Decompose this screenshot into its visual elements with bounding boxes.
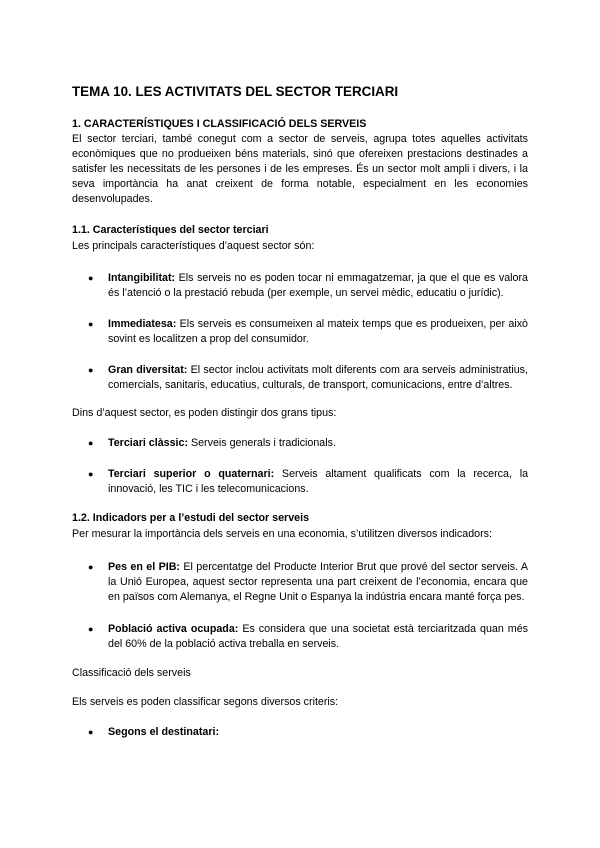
list-item-term: Població activa ocupada: xyxy=(108,623,239,635)
bullet-icon: ● xyxy=(88,469,94,479)
list-item xyxy=(72,436,528,451)
section-1-1-intro: Les principals característiques d’aquest sector són: xyxy=(72,240,315,252)
list-item xyxy=(72,725,528,740)
section-1-2-intro: Per mesurar la importància dels serveis en una economia, s’utilitzen diversos indicadors: xyxy=(72,528,492,540)
list-item-term: Immediatesa: xyxy=(108,318,177,330)
classification-intro: Els serveis es poden classificar segons diversos criteris: xyxy=(72,696,339,708)
list-item xyxy=(72,271,528,301)
bullet-icon: ● xyxy=(88,562,94,572)
section-1-paragraph: El sector terciari, també conegut com a sector de serveis, agrupa totes aquelles activitats econòmiques que no produeixen béns materials, sinó que ofereixen prestacions destinades a satisfer les necessitats de les persones i de les empreses. És un sector molt ampli i divers, i la seva importància ha anat creixent de forma notable, especialment en les economies desenvolupades. xyxy=(72,133,528,205)
characteristics-list xyxy=(72,271,528,393)
list-item-term: Intangibilitat: xyxy=(108,272,176,284)
section-1-heading: 1. CARACTERÍSTIQUES I CLASSIFICACIÓ DELS SERVEIS xyxy=(72,118,367,130)
bullet-icon: ● xyxy=(88,727,94,737)
list-item-text: Serveis altament qualificats com la recerca, la innovació, les TIC i les telecomunicacions. xyxy=(108,468,529,495)
list-item-text: Es considera que una societat està terciaritzada quan més del 60% de la població activa treballa en serveis. xyxy=(108,623,528,650)
bullet-icon: ● xyxy=(88,365,94,375)
types-intro: Dins d’aquest sector, es poden distingir dos grans tipus: xyxy=(72,407,337,419)
list-item-text: Serveis generals i tradicionals. xyxy=(188,437,336,449)
list-item-term: Gran diversitat: xyxy=(108,364,188,376)
list-item xyxy=(72,622,528,652)
list-item xyxy=(72,467,528,497)
bullet-icon: ● xyxy=(88,319,94,329)
section-1-2-heading: 1.2. Indicadors per a l’estudi del sector serveis xyxy=(72,512,310,524)
classification-title: Classificació dels serveis xyxy=(72,667,191,679)
list-item-term: Segons el destinatari: xyxy=(108,726,220,738)
list-item-text: El sector inclou activitats molt diferents com ara serveis administratius, comercials, sanitaris, educatius, culturals, de transport, comunicacions, entre d’altres. xyxy=(108,364,528,391)
types-list xyxy=(72,436,528,497)
document-content xyxy=(72,84,528,740)
list-item-term: Terciari clàssic: xyxy=(108,437,189,449)
bullet-icon: ● xyxy=(88,438,94,448)
list-item-text: El percentatge del Producte Interior Brut que prové del sector serveis. A la Unió Europea, aquest sector representa una part creixent de l’economia, encara que en països com Alemanya, el Regne Unit o Espanya la indústria encara manté força pes. xyxy=(108,561,529,603)
section-1-1-heading: 1.1. Característiques del sector terciari xyxy=(72,224,269,236)
list-item-term: Pes en el PIB: xyxy=(108,561,180,573)
indicators-list xyxy=(72,560,528,652)
criteria-list xyxy=(72,725,528,740)
list-item xyxy=(72,317,528,347)
document-title: TEMA 10. LES ACTIVITATS DEL SECTOR TERCIARI xyxy=(72,84,399,99)
list-item xyxy=(72,363,528,393)
list-item xyxy=(72,560,528,605)
list-item-term: Terciari superior o quaternari: xyxy=(108,468,275,480)
list-item-text: Els serveis es consumeixen al mateix temps que es produeixen, per això sovint es localitzen a prop del consumidor. xyxy=(108,318,528,345)
bullet-icon: ● xyxy=(88,624,94,634)
list-item-text: Els serveis no es poden tocar ni emmagatzemar, ja que el que es valora és l’atenció o la prestació rebuda (per exemple, un servei mèdic, educatiu o jurídic). xyxy=(108,272,528,299)
bullet-icon: ● xyxy=(88,273,94,283)
